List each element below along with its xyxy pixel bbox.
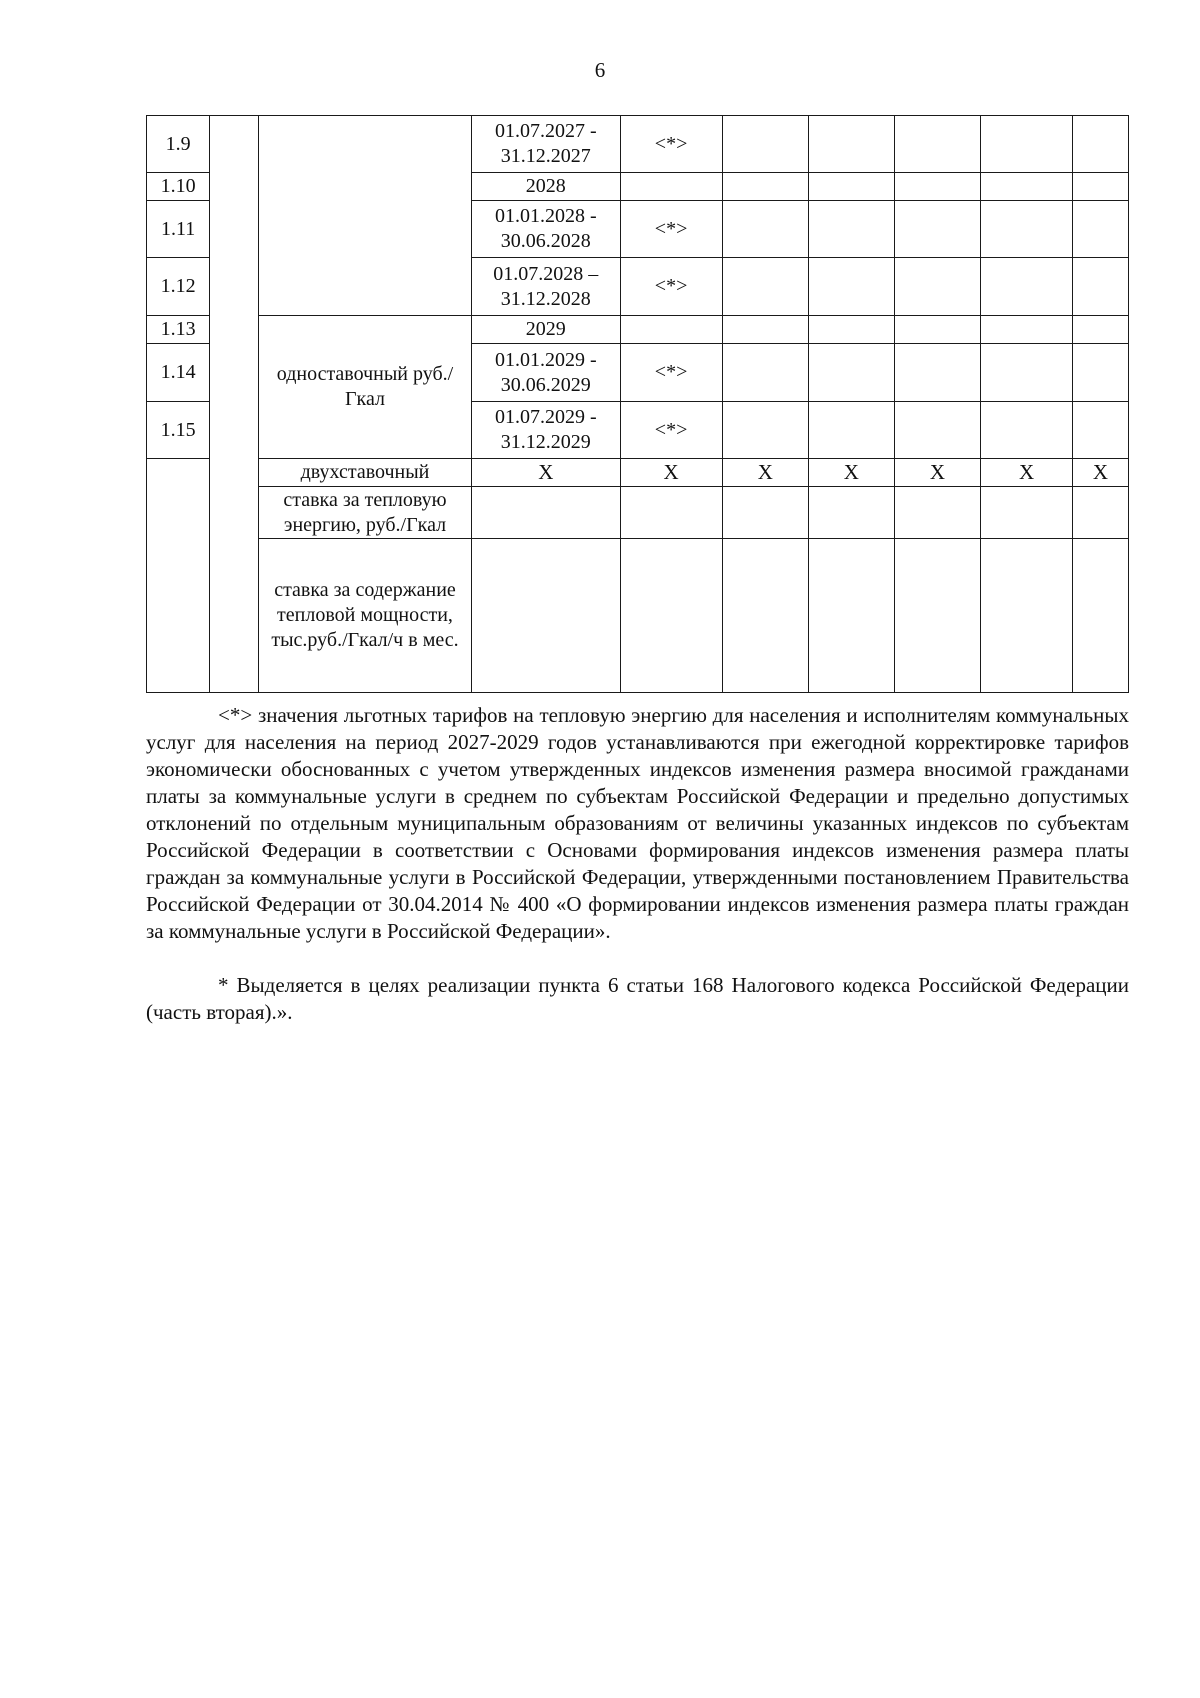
period-cell: 01.07.2029 - 31.12.2029	[471, 402, 620, 459]
tariff-value-cell	[620, 316, 722, 344]
row-number: 1.15	[147, 402, 210, 459]
merged-empty-cell	[210, 116, 259, 693]
x-mark: X	[1072, 459, 1128, 487]
row-number: 1.10	[147, 173, 210, 201]
x-mark: X	[471, 459, 620, 487]
x-mark: X	[894, 459, 981, 487]
two-rate-label: двухставочный	[259, 459, 472, 487]
tariff-value-cell: <*>	[620, 258, 722, 316]
x-mark: X	[809, 459, 895, 487]
tariff-value-cell: <*>	[620, 116, 722, 173]
page-number: 6	[594, 58, 606, 82]
footnotes	[146, 702, 1129, 1026]
capacity-rate-label: ставка за содержание тепловой мощности, тыс.руб./Гкал/ч в мес.	[259, 539, 472, 693]
row-number: 1.12	[147, 258, 210, 316]
table-row	[147, 316, 1129, 344]
one-rate-label: одноставочный руб./Гкал	[259, 316, 472, 459]
table-row	[147, 459, 1129, 487]
row-number: 1.14	[147, 344, 210, 402]
x-mark: X	[981, 459, 1073, 487]
row-number: 1.11	[147, 201, 210, 258]
tariff-value-cell: <*>	[620, 201, 722, 258]
tariff-value-cell	[620, 173, 722, 201]
merged-empty-cell	[259, 116, 472, 316]
row-number: 1.13	[147, 316, 210, 344]
tariff-table	[146, 115, 1129, 693]
period-cell: 01.01.2028 - 30.06.2028	[471, 201, 620, 258]
tariff-value-cell: <*>	[620, 344, 722, 402]
table-row	[147, 116, 1129, 173]
table-row	[147, 487, 1129, 539]
row-number: 1.9	[147, 116, 210, 173]
x-mark: X	[722, 459, 809, 487]
footnote-tax: * Выделяется в целях реализации пункта 6 статьи 168 Налогового кодекса Российской Федерации (часть вторая).».	[146, 973, 1129, 1024]
period-cell: 01.07.2028 – 31.12.2028	[471, 258, 620, 316]
tariff-value-cell: <*>	[620, 402, 722, 459]
x-mark: X	[620, 459, 722, 487]
footnote-tariffs: <*> значения льготных тарифов на тепловую энергию для населения и исполнителям коммунальных услуг для населения на период 2027-2029 годов устанавливаются при ежегодной корректировке тарифов экономически обоснованных с учетом утвержденных индексов изменения размера вносимой гражданами платы за коммунальные услуги в среднем по субъектам Российской Федерации и предельно допустимых отклонений по отдельным муниципальным образованиям от величины указанных индексов по субъектам Российской Федерации в соответствии с Основами формирования индексов изменения размера платы граждан за коммунальные услуги в Российской Федерации, утвержденными постановлением Правительства Российской Федерации от 30.04.2014 № 400 «О формировании индексов изменения размера платы граждан за коммунальные услуги в Российской Федерации».	[146, 703, 1129, 943]
table-row	[147, 539, 1129, 693]
period-cell: 2029	[471, 316, 620, 344]
period-cell: 2028	[471, 173, 620, 201]
period-cell: 01.01.2029 - 30.06.2029	[471, 344, 620, 402]
period-cell: 01.07.2027 - 31.12.2027	[471, 116, 620, 173]
heat-rate-label: ставка за тепловую энергию, руб./Гкал	[259, 487, 472, 539]
merged-empty-cell	[147, 459, 210, 693]
